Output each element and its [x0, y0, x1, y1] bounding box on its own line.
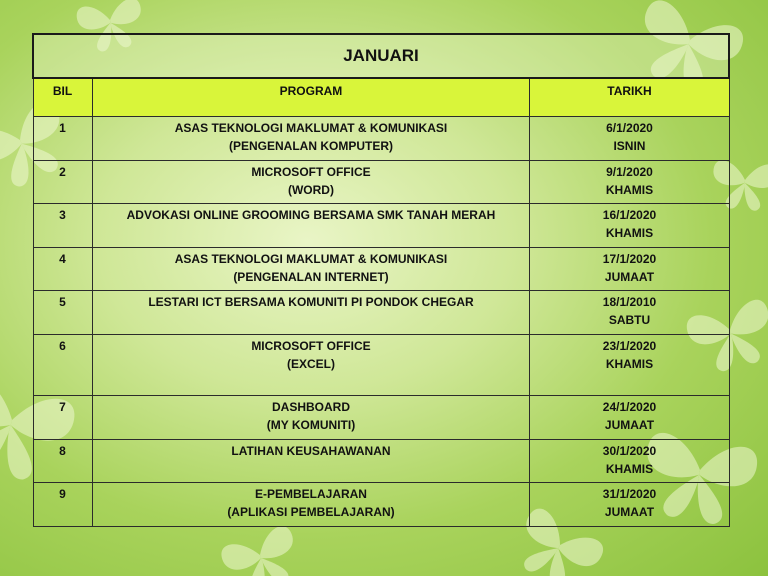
program-cell [92, 483, 530, 527]
date-value: 31/1/2020 [602, 487, 657, 501]
title-row [33, 34, 729, 78]
header-program: PROGRAM [92, 78, 530, 117]
day-value: KHAMIS [605, 357, 654, 371]
row-number: 7 [33, 396, 92, 440]
program-cell [92, 204, 530, 248]
date-value: 23/1/2020 [602, 339, 657, 353]
day-value: JUMAAT [604, 418, 655, 432]
program-title: ASAS TEKNOLOGI MAKLUMAT & KOMUNIKASI [174, 121, 448, 135]
program-title: ADVOKASI ONLINE GROOMING BERSAMA SMK TANAH MERAH [126, 208, 496, 222]
date-value: 17/1/2020 [602, 252, 657, 266]
table-row [33, 335, 729, 396]
row-number: 6 [33, 335, 92, 396]
program-title: E-PEMBELAJARAN [254, 487, 367, 501]
date-cell [530, 483, 729, 527]
program-cell [92, 117, 530, 161]
row-number: 5 [33, 291, 92, 335]
header-tarikh: TARIKH [530, 78, 729, 117]
date-cell [530, 117, 729, 161]
date-cell [530, 204, 729, 248]
date-cell [530, 161, 729, 204]
header-row [33, 78, 729, 117]
day-value: KHAMIS [605, 183, 654, 197]
table-row [33, 248, 729, 291]
table-row [33, 483, 729, 527]
date-cell [530, 291, 729, 335]
day-value: ISNIN [613, 139, 646, 153]
date-value: 24/1/2020 [602, 400, 657, 414]
program-title: LATIHAN KEUSAHAWANAN [231, 444, 391, 458]
program-title: MICROSOFT OFFICE [251, 339, 371, 353]
program-subtitle: (EXCEL) [286, 357, 335, 371]
row-number: 8 [33, 440, 92, 483]
program-subtitle: (PENGENALAN KOMPUTER) [228, 139, 393, 153]
program-cell [92, 248, 530, 291]
row-number: 9 [33, 483, 92, 527]
program-cell [92, 335, 530, 396]
row-number: 1 [33, 117, 92, 161]
schedule-table [32, 33, 730, 527]
table-row [33, 396, 729, 440]
date-cell [530, 248, 729, 291]
row-number: 4 [33, 248, 92, 291]
program-subtitle: (WORD) [287, 183, 334, 197]
program-title: ASAS TEKNOLOGI MAKLUMAT & KOMUNIKASI [174, 252, 448, 266]
day-value: JUMAAT [604, 270, 655, 284]
day-value: SABTU [608, 313, 651, 327]
table-row [33, 117, 729, 161]
header-bil: BIL [33, 78, 92, 117]
table-row [33, 161, 729, 204]
program-title: LESTARI ICT BERSAMA KOMUNITI PI PONDOK CHEGAR [148, 295, 474, 309]
program-cell [92, 396, 530, 440]
date-cell [530, 440, 729, 483]
program-cell [92, 161, 530, 204]
program-cell [92, 440, 530, 483]
program-subtitle: (APLIKASI PEMBELAJARAN) [227, 505, 395, 519]
date-value: 6/1/2020 [606, 121, 653, 135]
date-cell [530, 396, 729, 440]
program-subtitle: (MY KOMUNITI) [266, 418, 356, 432]
program-subtitle: (PENGENALAN INTERNET) [233, 270, 389, 284]
program-title: DASHBOARD [271, 400, 350, 414]
table-title: JANUARI [33, 34, 729, 78]
program-cell [92, 291, 530, 335]
table-row [33, 204, 729, 248]
day-value: KHAMIS [605, 462, 654, 476]
day-value: JUMAAT [604, 505, 655, 519]
day-value: KHAMIS [605, 226, 654, 240]
row-number: 3 [33, 204, 92, 248]
date-value: 30/1/2020 [602, 444, 657, 458]
date-cell [530, 335, 729, 396]
program-title: MICROSOFT OFFICE [251, 165, 371, 179]
date-value: 9/1/2020 [606, 165, 653, 179]
table-row [33, 440, 729, 483]
date-value: 18/1/2010 [602, 295, 657, 309]
table-row [33, 291, 729, 335]
date-value: 16/1/2020 [602, 208, 657, 222]
row-number: 2 [33, 161, 92, 204]
